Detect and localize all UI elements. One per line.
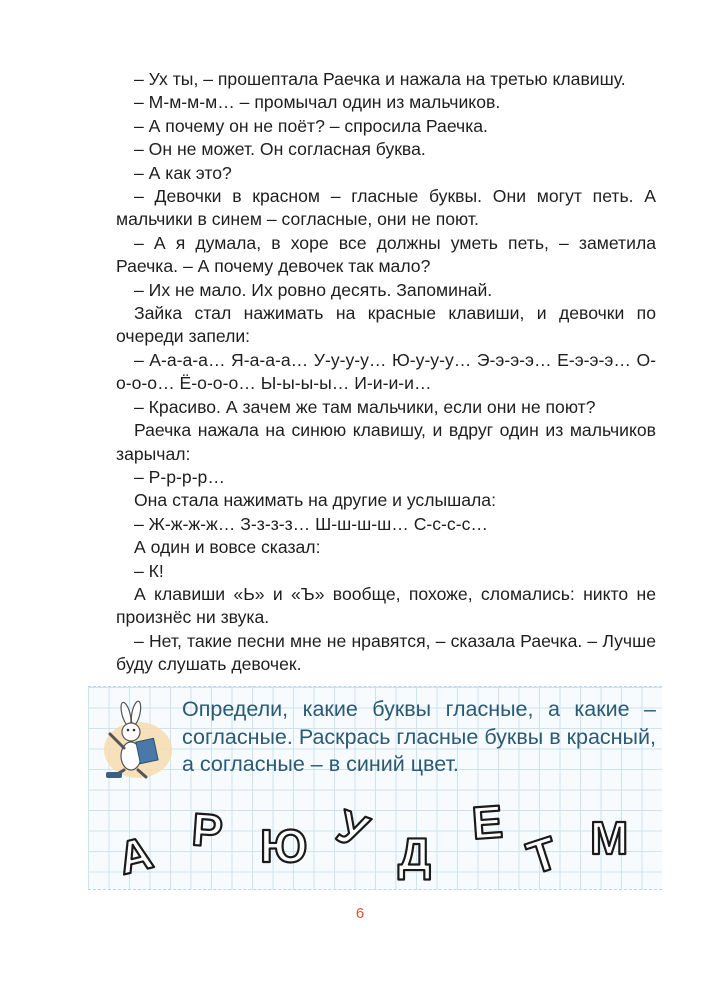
bunny-with-book-icon <box>96 700 174 780</box>
story-line: – Их не мало. Их ровно десять. Запоминай. <box>134 279 493 300</box>
letter-d[interactable]: Д <box>398 828 431 880</box>
story-line: – Ух ты, – прошептала Раечка и нажала на третью клавишу. <box>134 69 626 89</box>
story-line: – К! <box>134 560 164 581</box>
story-line: Раечка нажала на синюю клавишу, и вдруг один из мальчиков зарычал: <box>116 420 656 464</box>
story-line: Зайка стал нажимать на красные клавиши, и девочки по очереди запели: <box>116 303 656 347</box>
story-line: – Нет, такие песни мне не нравятся, – сказала Раечка. – Лучше буду слушать девочек. <box>116 630 656 675</box>
story-line: Она стала нажимать на другие и услышала: <box>134 490 496 511</box>
story-line: А один и вовсе сказал: <box>134 537 321 558</box>
letter-m[interactable]: М <box>590 812 629 864</box>
letter-t[interactable]: Т <box>520 826 564 885</box>
letter-row <box>110 790 650 890</box>
page-number: 6 <box>355 905 365 922</box>
story-line: – М-м-м-м… – промычал один из мальчиков. <box>134 92 501 113</box>
story-line: – Он не может. Он согласная буква. <box>134 139 426 160</box>
story-line: – А я думала, в хоре все должны уметь петь, – заметила Раечка. – А почему девочек так мало? <box>116 232 656 277</box>
letter-a[interactable]: А <box>112 825 158 885</box>
letter-yu[interactable]: Ю <box>260 820 308 872</box>
letter-ye[interactable]: Е <box>470 795 505 850</box>
story-line: – А почему он не поёт? – спросила Раечка. <box>134 115 488 136</box>
story-line: – Ж-ж-ж-ж… З-з-з-з… Ш-ш-ш-ш… С-с-с-с… <box>134 513 488 534</box>
story-line: – Девочки в красном – гласные буквы. Они могут петь. А мальчики в синем – согласные, они не поют. <box>116 186 656 230</box>
story-line: – А-а-а-а… Я-а-а-а… У-у-у-у… Ю-у-у-у… Э-э-э-э… Е-э-э-э… О-о-о-о… Ё-о-о-о… Ы-ы-ы-ы… И-и-и-и… <box>116 349 656 394</box>
task-instruction: Определи, какие буквы гласные, а какие – согласные. Раскрась гласные буквы в красный, а согласные – в синий цвет. <box>182 697 656 776</box>
story-text <box>116 68 656 677</box>
story-line: – А как это? <box>134 162 232 183</box>
letter-r[interactable]: Р <box>190 802 225 857</box>
letter-u[interactable]: У <box>330 799 375 859</box>
story-line: – Красиво. А зачем же там мальчики, если они не поют? <box>134 396 596 417</box>
story-line: А клавиши «Ь» и «Ъ» вообще, похоже, сломались: никто не произнёс ни звука. <box>116 583 656 628</box>
story-line: – Р-р-р-р… <box>134 466 225 487</box>
